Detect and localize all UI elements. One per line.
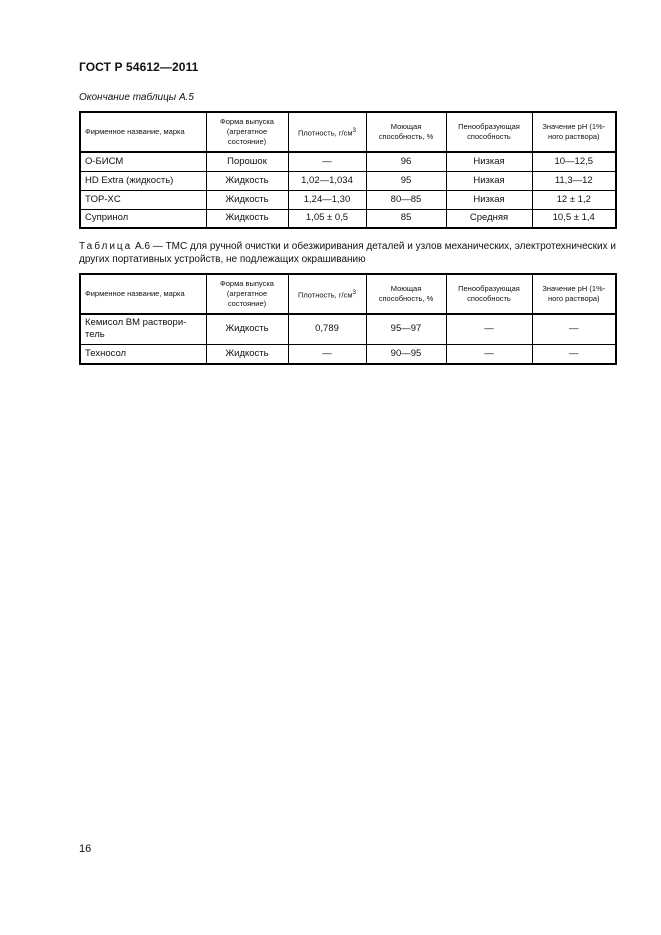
- table-a6-caption-label: Таблица: [79, 241, 133, 252]
- table-cell: —: [446, 344, 532, 364]
- table-a6: [79, 273, 617, 365]
- table-row: [80, 152, 616, 171]
- table-cell: 95: [366, 171, 446, 190]
- table-cell: Жидкость: [206, 190, 288, 209]
- column-header: Значение pH (1%-ного раствора): [532, 112, 616, 152]
- unit-superscript: 3: [352, 288, 357, 296]
- unit-superscript: 3: [352, 126, 357, 134]
- column-header-density: [288, 274, 366, 314]
- table-cell: 11,3—12: [532, 171, 616, 190]
- table-a5-caption: Окончание таблицы А.5: [79, 92, 194, 103]
- table-cell: 0,789: [288, 314, 366, 344]
- table-cell: Жидкость: [206, 209, 288, 228]
- table-cell: 12 ± 1,2: [532, 190, 616, 209]
- table-cell: 85: [366, 209, 446, 228]
- table-a5: [79, 111, 617, 229]
- table-cell: —: [446, 314, 532, 344]
- table-row: [80, 209, 616, 228]
- table-cell: Супринол: [80, 209, 206, 228]
- column-header-density: [288, 112, 366, 152]
- column-header: Фирменное название, марка: [80, 274, 206, 314]
- table-cell: 10,5 ± 1,4: [532, 209, 616, 228]
- table-cell: Порошок: [206, 152, 288, 171]
- table-cell: Кемисол ВМ раствори-тель: [80, 314, 206, 344]
- column-header: Пенообразующая способность: [446, 112, 532, 152]
- table-cell: Низкая: [446, 171, 532, 190]
- table-cell: TOP-XC: [80, 190, 206, 209]
- table-cell: HD Extra (жидкость): [80, 171, 206, 190]
- column-header: Форма выпуска (агрегатное состояние): [206, 274, 288, 314]
- column-header-text: Плотность, г/см: [297, 128, 353, 138]
- column-header: Моющая способность, %: [366, 274, 446, 314]
- table-row: [80, 171, 616, 190]
- column-header: Форма выпуска (агрегатное состояние): [206, 112, 288, 152]
- table-cell: Низкая: [446, 152, 532, 171]
- column-header: Значение pH (1%-ного раствора): [532, 274, 616, 314]
- table-cell: Жидкость: [206, 344, 288, 364]
- column-header-text: Плотность, г/см: [297, 290, 353, 300]
- table-cell: Низкая: [446, 190, 532, 209]
- document-standard-code: ГОСТ Р 54612—2011: [79, 60, 199, 74]
- table-cell: Техносол: [80, 344, 206, 364]
- column-header: Моющая способность, %: [366, 112, 446, 152]
- table-a6-caption-text: А.6 — ТМС для ручной очистки и обезжиривания деталей и узлов механических, электротехнических и других портативных устройств, не подлежащих окрашиванию: [79, 241, 617, 265]
- table-cell: О-БИСМ: [80, 152, 206, 171]
- column-header: Фирменное название, марка: [80, 112, 206, 152]
- table-row: [80, 314, 616, 344]
- table-cell: 1,05 ± 0,5: [288, 209, 366, 228]
- table-cell: —: [532, 344, 616, 364]
- table-header-row: [80, 274, 616, 314]
- table-cell: 10—12,5: [532, 152, 616, 171]
- table-cell: 1,24—1,30: [288, 190, 366, 209]
- table-cell: Жидкость: [206, 314, 288, 344]
- table-cell: Средняя: [446, 209, 532, 228]
- table-row: [80, 344, 616, 364]
- table-cell: —: [532, 314, 616, 344]
- table-header-row: [80, 112, 616, 152]
- table-cell: —: [288, 344, 366, 364]
- table-cell: 90—95: [366, 344, 446, 364]
- column-header: Пенообразующая способность: [446, 274, 532, 314]
- page-number: 16: [79, 843, 92, 855]
- table-a6-caption: [79, 240, 619, 266]
- table-cell: Жидкость: [206, 171, 288, 190]
- table-cell: 1,02—1,034: [288, 171, 366, 190]
- table-cell: 80—85: [366, 190, 446, 209]
- table-cell: 96: [366, 152, 446, 171]
- table-row: [80, 190, 616, 209]
- table-cell: 95—97: [366, 314, 446, 344]
- table-cell: —: [288, 152, 366, 171]
